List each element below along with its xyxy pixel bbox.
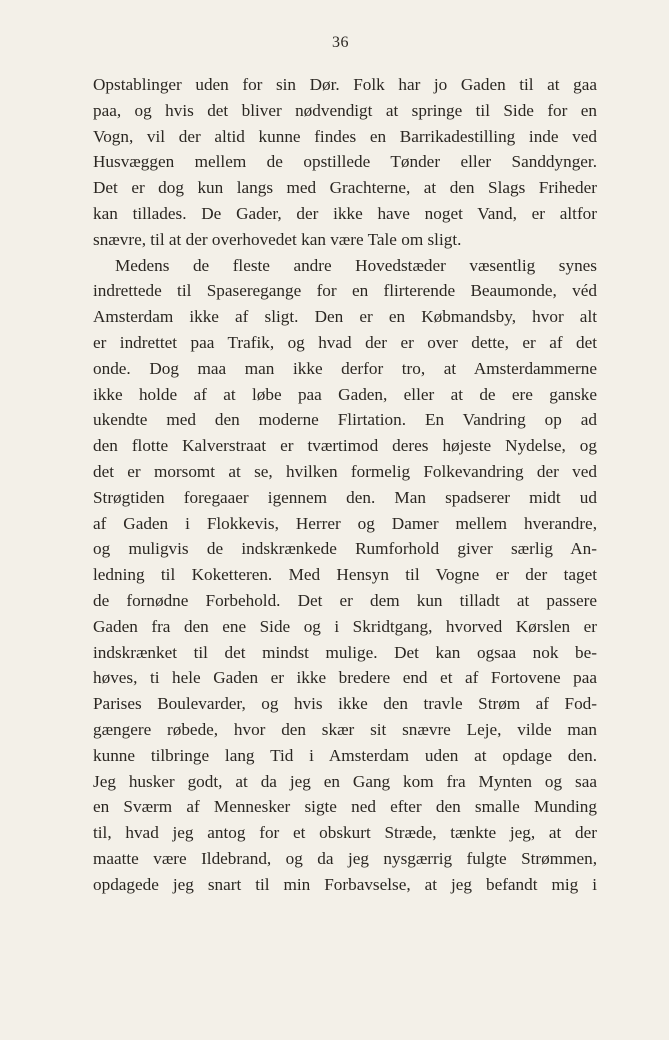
text-line: de fornødne Forbehold. Det er dem kun tilladt at passere	[93, 590, 597, 610]
text-line: af Gaden i Flokkevis, Herrer og Damer mellem hverandre,	[93, 513, 597, 533]
text-line: er indrettet paa Trafik, og hvad der er over dette, er af det	[93, 332, 597, 352]
text-line: Det er dog kun langs med Grachterne, at den Slags Friheder	[93, 178, 597, 198]
text-line: ikke holde af at løbe paa Gaden, eller at de ere ganske	[93, 384, 597, 404]
body-text	[93, 72, 597, 898]
text-line: det er morsomt at se, hvilken formelig Folkevandring der ved	[93, 461, 597, 481]
text-line: opdagede jeg snart til min Forbavselse, at jeg befandt mig i	[93, 874, 597, 894]
text-line: Parises Boulevarder, og hvis ikke den travle Strøm af Fod-	[93, 694, 597, 714]
text-line: Vogn, vil der altid kunne findes en Barrikadestilling inde ved	[93, 126, 597, 146]
text-line: til, hvad jeg antog for et obskurt Stræde, tænkte jeg, at der	[93, 823, 597, 843]
text-line: og muligvis de indskrænkede Rumforhold giver særlig An-	[93, 539, 597, 559]
text-line: Gaden fra den ene Side og i Skridtgang, hvorved Kørslen er	[93, 616, 597, 636]
text-line: ledning til Koketteren. Med Hensyn til Vogne er der taget	[93, 565, 597, 585]
text-line: Amsterdam ikke af sligt. Den er en Købmandsby, hvor alt	[93, 307, 597, 327]
text-line: høves, ti hele Gaden er ikke bredere end et af Fortovene paa	[93, 668, 597, 688]
text-line: kan tillades. De Gader, der ikke have noget Vand, er altfor	[93, 203, 597, 223]
text-line: indrettede til Spaseregange for en flirterende Beaumonde, véd	[93, 281, 597, 301]
text-line: Medens de fleste andre Hovedstæder væsentlig synes	[115, 255, 597, 275]
text-line: indskrænket til det mindst mulige. Det kan ogsaa nok be-	[93, 642, 597, 662]
text-line: Husvæggen mellem de opstillede Tønder eller Sanddynger.	[93, 152, 597, 172]
text-line: kunne tilbringe lang Tid i Amsterdam uden at opdage den.	[93, 745, 597, 765]
text-line: onde. Dog maa man ikke derfor tro, at Amsterdammerne	[93, 358, 597, 378]
text-line: Jeg husker godt, at da jeg en Gang kom fra Mynten og saa	[93, 771, 597, 791]
text-line: gængere røbede, hvor den skær sit snævre Leje, vilde man	[93, 719, 597, 739]
page-number: 36	[332, 34, 349, 51]
text-line: ukendte med den moderne Flirtation. En Vandring op ad	[93, 410, 597, 430]
text-line: en Sværm af Mennesker sigte ned efter den smalle Munding	[93, 797, 597, 817]
text-line: maatte være Ildebrand, og da jeg nysgærrig fulgte Strømmen,	[93, 848, 597, 868]
text-line: paa, og hvis det bliver nødvendigt at springe til Side for en	[93, 100, 597, 120]
text-line: Strøgtiden foregaaer igennem den. Man spadserer midt ud	[93, 487, 597, 507]
text-line: den flotte Kalverstraat er tværtimod deres højeste Nydelse, og	[93, 436, 597, 456]
text-line: snævre, til at der overhovedet kan være Tale om sligt.	[93, 229, 462, 249]
text-line: Opstablinger uden for sin Dør. Folk har jo Gaden til at gaa	[93, 75, 597, 94]
